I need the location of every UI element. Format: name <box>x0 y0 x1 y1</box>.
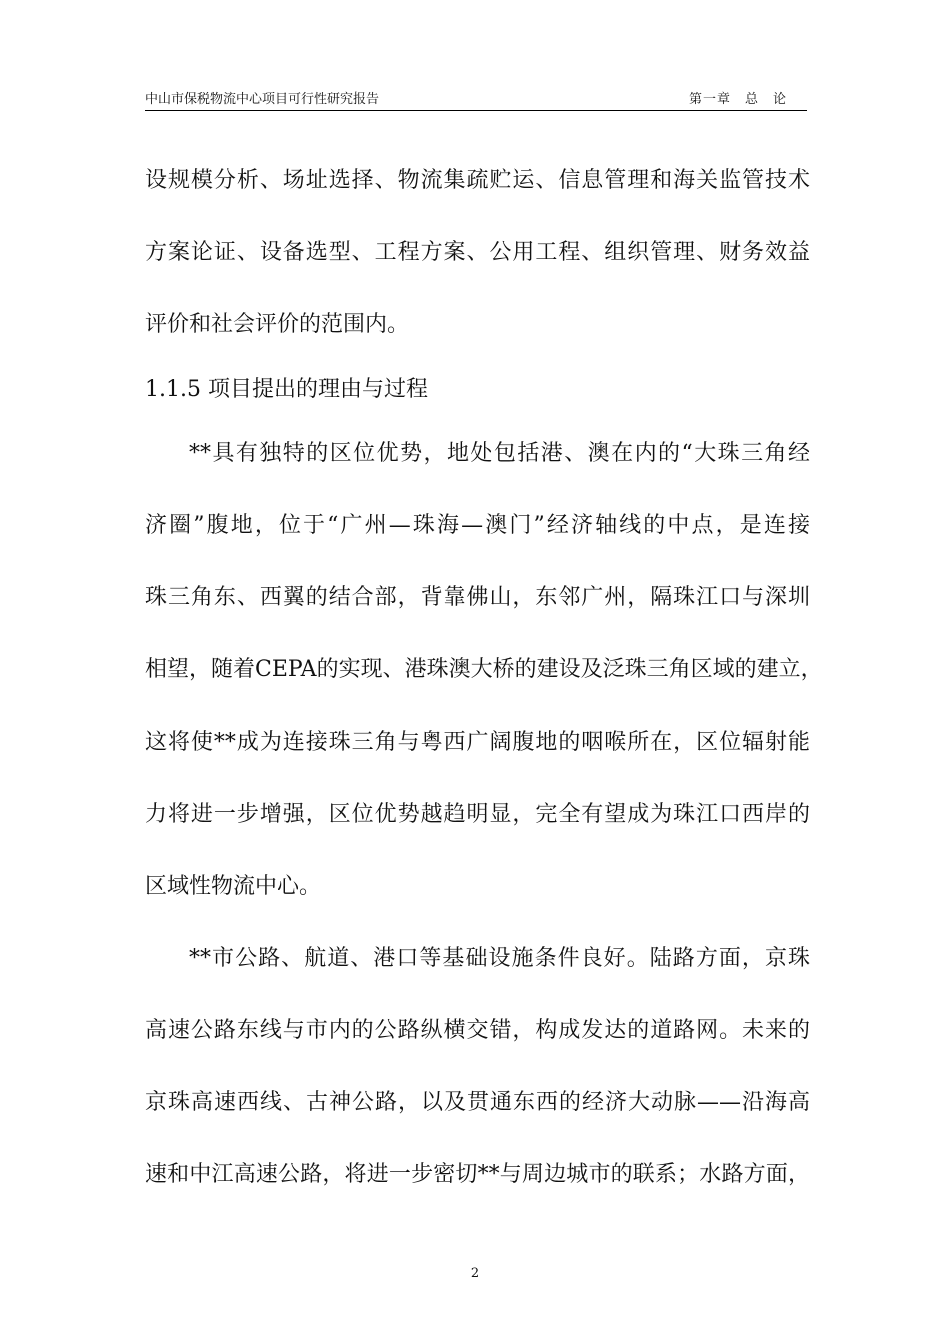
body-line-7: 珠三角东、西翼的结合部，背靠佛山，东邻广州，隔珠江口与深圳 <box>145 585 810 610</box>
header-title: 中山市保税物流中心项目可行性研究报告 <box>145 92 380 107</box>
header-chapter: 第一章 总 论 <box>688 92 787 107</box>
body-line-8: 相望，随着CEPA的实现、港珠澳大桥的建设及泛珠三角区域的建立， <box>145 657 823 682</box>
body-line-3: 评价和社会评价的范围内。 <box>145 312 410 337</box>
body-line-13: 高速公路东线与市内的公路纵横交错，构成发达的道路网。未来的 <box>145 1018 810 1043</box>
body-line-12: **市公路、航道、港口等基础设施条件良好。陆路方面，京珠 <box>189 946 810 971</box>
body-line-11: 区域性物流中心。 <box>145 874 322 899</box>
page-header <box>145 90 807 111</box>
page-number: 2 <box>470 1266 480 1281</box>
body-line-15: 速和中江高速公路，将进一步密切**与周边城市的联系；水路方面， <box>145 1162 810 1187</box>
body-line-1: 设规模分析、场址选择、物流集疏贮运、信息管理和海关监管技术 <box>145 168 810 193</box>
section-heading: 1.1.5 项目提出的理由与过程 <box>145 377 428 402</box>
body-line-5: **具有独特的区位优势，地处包括港、澳在内的“大珠三角经 <box>189 441 810 466</box>
body-line-14: 京珠高速西线、古神公路，以及贯通东西的经济大动脉——沿海高 <box>145 1090 810 1115</box>
body-line-6: 济圈”腹地，位于“广州—珠海—澳门”经济轴线的中点，是连接 <box>145 513 810 538</box>
body-line-2: 方案论证、设备选型、工程方案、公用工程、组织管理、财务效益 <box>145 240 810 265</box>
body-line-9: 这将使**成为连接珠三角与粤西广阔腹地的咽喉所在，区位辐射能 <box>145 730 810 755</box>
body-line-10: 力将进一步增强，区位优势越趋明显，完全有望成为珠江口西岸的 <box>145 802 810 827</box>
